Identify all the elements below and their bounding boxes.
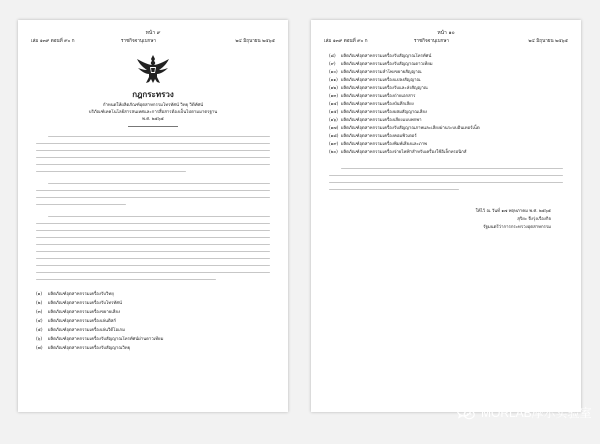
page-number: หน้า ๙ bbox=[145, 30, 161, 36]
gazette-name: ราชกิจจานุเบกษา bbox=[121, 39, 156, 44]
wechat-icon bbox=[456, 402, 476, 422]
gazette-page-right: หน้า ๑๐ เล่ม ๑๓๙ ตอนที่ ๙๐ ก ราชกิจจานุเบกษา ๒๔ มิถุนายน ๒๕๖๕ (๘) ผลิตภัณฑ์อุตสาหกรรมเครื่องรับสัญญาณโทรทัศน์ (๙) ผลิตภัณฑ์อุตสาหกรรมเครื่องรับสัญญาณดาวเทียม (๑๐) ผลิตภัณฑ์อุตสาหกรรมลำโพงขยายสัญญาณ (๑๑) ผลิตภัณฑ์อุตสาหกรรมเครื่องแปลงสัญญาณ (๑๒) ผลิตภัณฑ์อุตสาหกรรมเครื่องรับและส่งสัญญาณ (๑๓) ผลิตภัณฑ์อุตสาหกรรมเครื่องถ่ายเอกสาร (๑๔) ผลิตภัณฑ์อุตสาหกรรมเครื่องบันทึกเสียง (๑๕) ผลิตภัณฑ์อุตสาหกรรมเครื่องผสมสัญญาณเสียง (๑๖) ผลิตภัณฑ์อุตสาหกรรมเครื่องเสียงแบบพกพา (๑๗) ผลิตภัณฑ์อุตสาหกรรมเครื่องรับสัญญาณภาพและเสียงผ่านระบบอินเทอร์เน็ต (๑๘) ผลิตภัณฑ์อุตสาหกรรมเครื่องคอมพิวเตอร์ (๑๙) ผลิตภัณฑ์อุตสาหกรรมเครื่องพิมพ์เสียงและภาพ (๒๐) ผลิตภัณฑ์อุตสาหกรรมเครื่องจ่ายไฟฟ้าสำหรับเครื่องใช้อิเล็กทรอนิกส์ ให้ไว้ ณ วันที่ ๑๗ พฤษภาคม พ.ศ. ๒๕๖๕ สุริยะ จึงรุ่งเรืองกิจ รัฐมนตรีว่าการกระทรวงอุตสาหกรรม bbox=[311, 20, 581, 412]
publish-date: ๒๔ มิถุนายน ๒๕๖๕ bbox=[235, 39, 275, 44]
signatory-name: สุริยะ จึงรุ่งเรืองกิจ bbox=[517, 217, 551, 222]
decree-title: กฎกระทรวง bbox=[132, 90, 174, 99]
gazette-name: ราชกิจจานุเบกษา bbox=[414, 39, 449, 44]
decree-subtitle-2: บริภัณฑ์เทคโนโลยีสารสนเทศและการสื่อสารต้องเป็นไปตามมาตรฐาน bbox=[88, 110, 218, 115]
page-number: หน้า ๑๐ bbox=[437, 30, 455, 36]
volume-ref: เล่ม ๑๓๙ ตอนที่ ๙๐ ก bbox=[324, 39, 368, 44]
page-header bbox=[31, 38, 275, 46]
watermark bbox=[456, 401, 592, 423]
watermark-text: MORLAB摩尔实验室 bbox=[481, 405, 592, 420]
garuda-emblem-icon bbox=[135, 53, 171, 87]
decree-year: พ.ศ. ๒๕๖๕ bbox=[142, 117, 164, 122]
gazette-page-left: หน้า ๙ เล่ม ๑๓๙ ตอนที่ ๙๐ ก ราชกิจจานุเบกษา ๒๔ มิถุนายน ๒๕๖๕ กฎกระทรวง กำหนดให้ผลิตภัณฑ์อุตสาหกรรมโทรทัศน์ วิทยุ วิดีทัศน์ บริภัณฑ์เทคโนโลยีสารสนเทศและการสื่อสารต้องเป็นไปตามมาตรฐาน พ.ศ. ๒๕๖๕ (๑) ผลิตภัณฑ์อุตสาหกรรมเครื่องรับวิทยุ (๒) ผลิตภัณฑ์อุตสาหกรรมเครื่องรับโทรทัศน์ (๓) ผลิตภัณฑ์อุตสาหกรรมเครื่องขยายเสียง (๔) ผลิตภัณฑ์อุตสาหกรรมเครื่องเล่นดิสก์ (๕) ผลิตภัณฑ์อุตสาหกรรมเครื่องเล่นวิดีโอเกม (๖) ผลิตภัณฑ์อุตสาหกรรมเครื่องรับสัญญาณโทรทัศน์ผ่านดาวเทียม (๗) ผลิตภัณฑ์อุตสาหกรรมเครื่องรับสัญญาณวิทยุ bbox=[18, 20, 288, 412]
publish-date: ๒๔ มิถุนายน ๒๕๖๕ bbox=[528, 39, 568, 44]
page-header bbox=[324, 38, 568, 46]
decree-subtitle-1: กำหนดให้ผลิตภัณฑ์อุตสาหกรรมโทรทัศน์ วิทยุ วิดีทัศน์ bbox=[102, 103, 204, 108]
title-divider bbox=[128, 126, 178, 127]
signatory-title: รัฐมนตรีว่าการกระทรวงอุตสาหกรรม bbox=[483, 225, 551, 230]
volume-ref: เล่ม ๑๓๙ ตอนที่ ๙๐ ก bbox=[31, 39, 75, 44]
signing-date: ให้ไว้ ณ วันที่ ๑๗ พฤษภาคม พ.ศ. ๒๕๖๕ bbox=[475, 209, 551, 214]
